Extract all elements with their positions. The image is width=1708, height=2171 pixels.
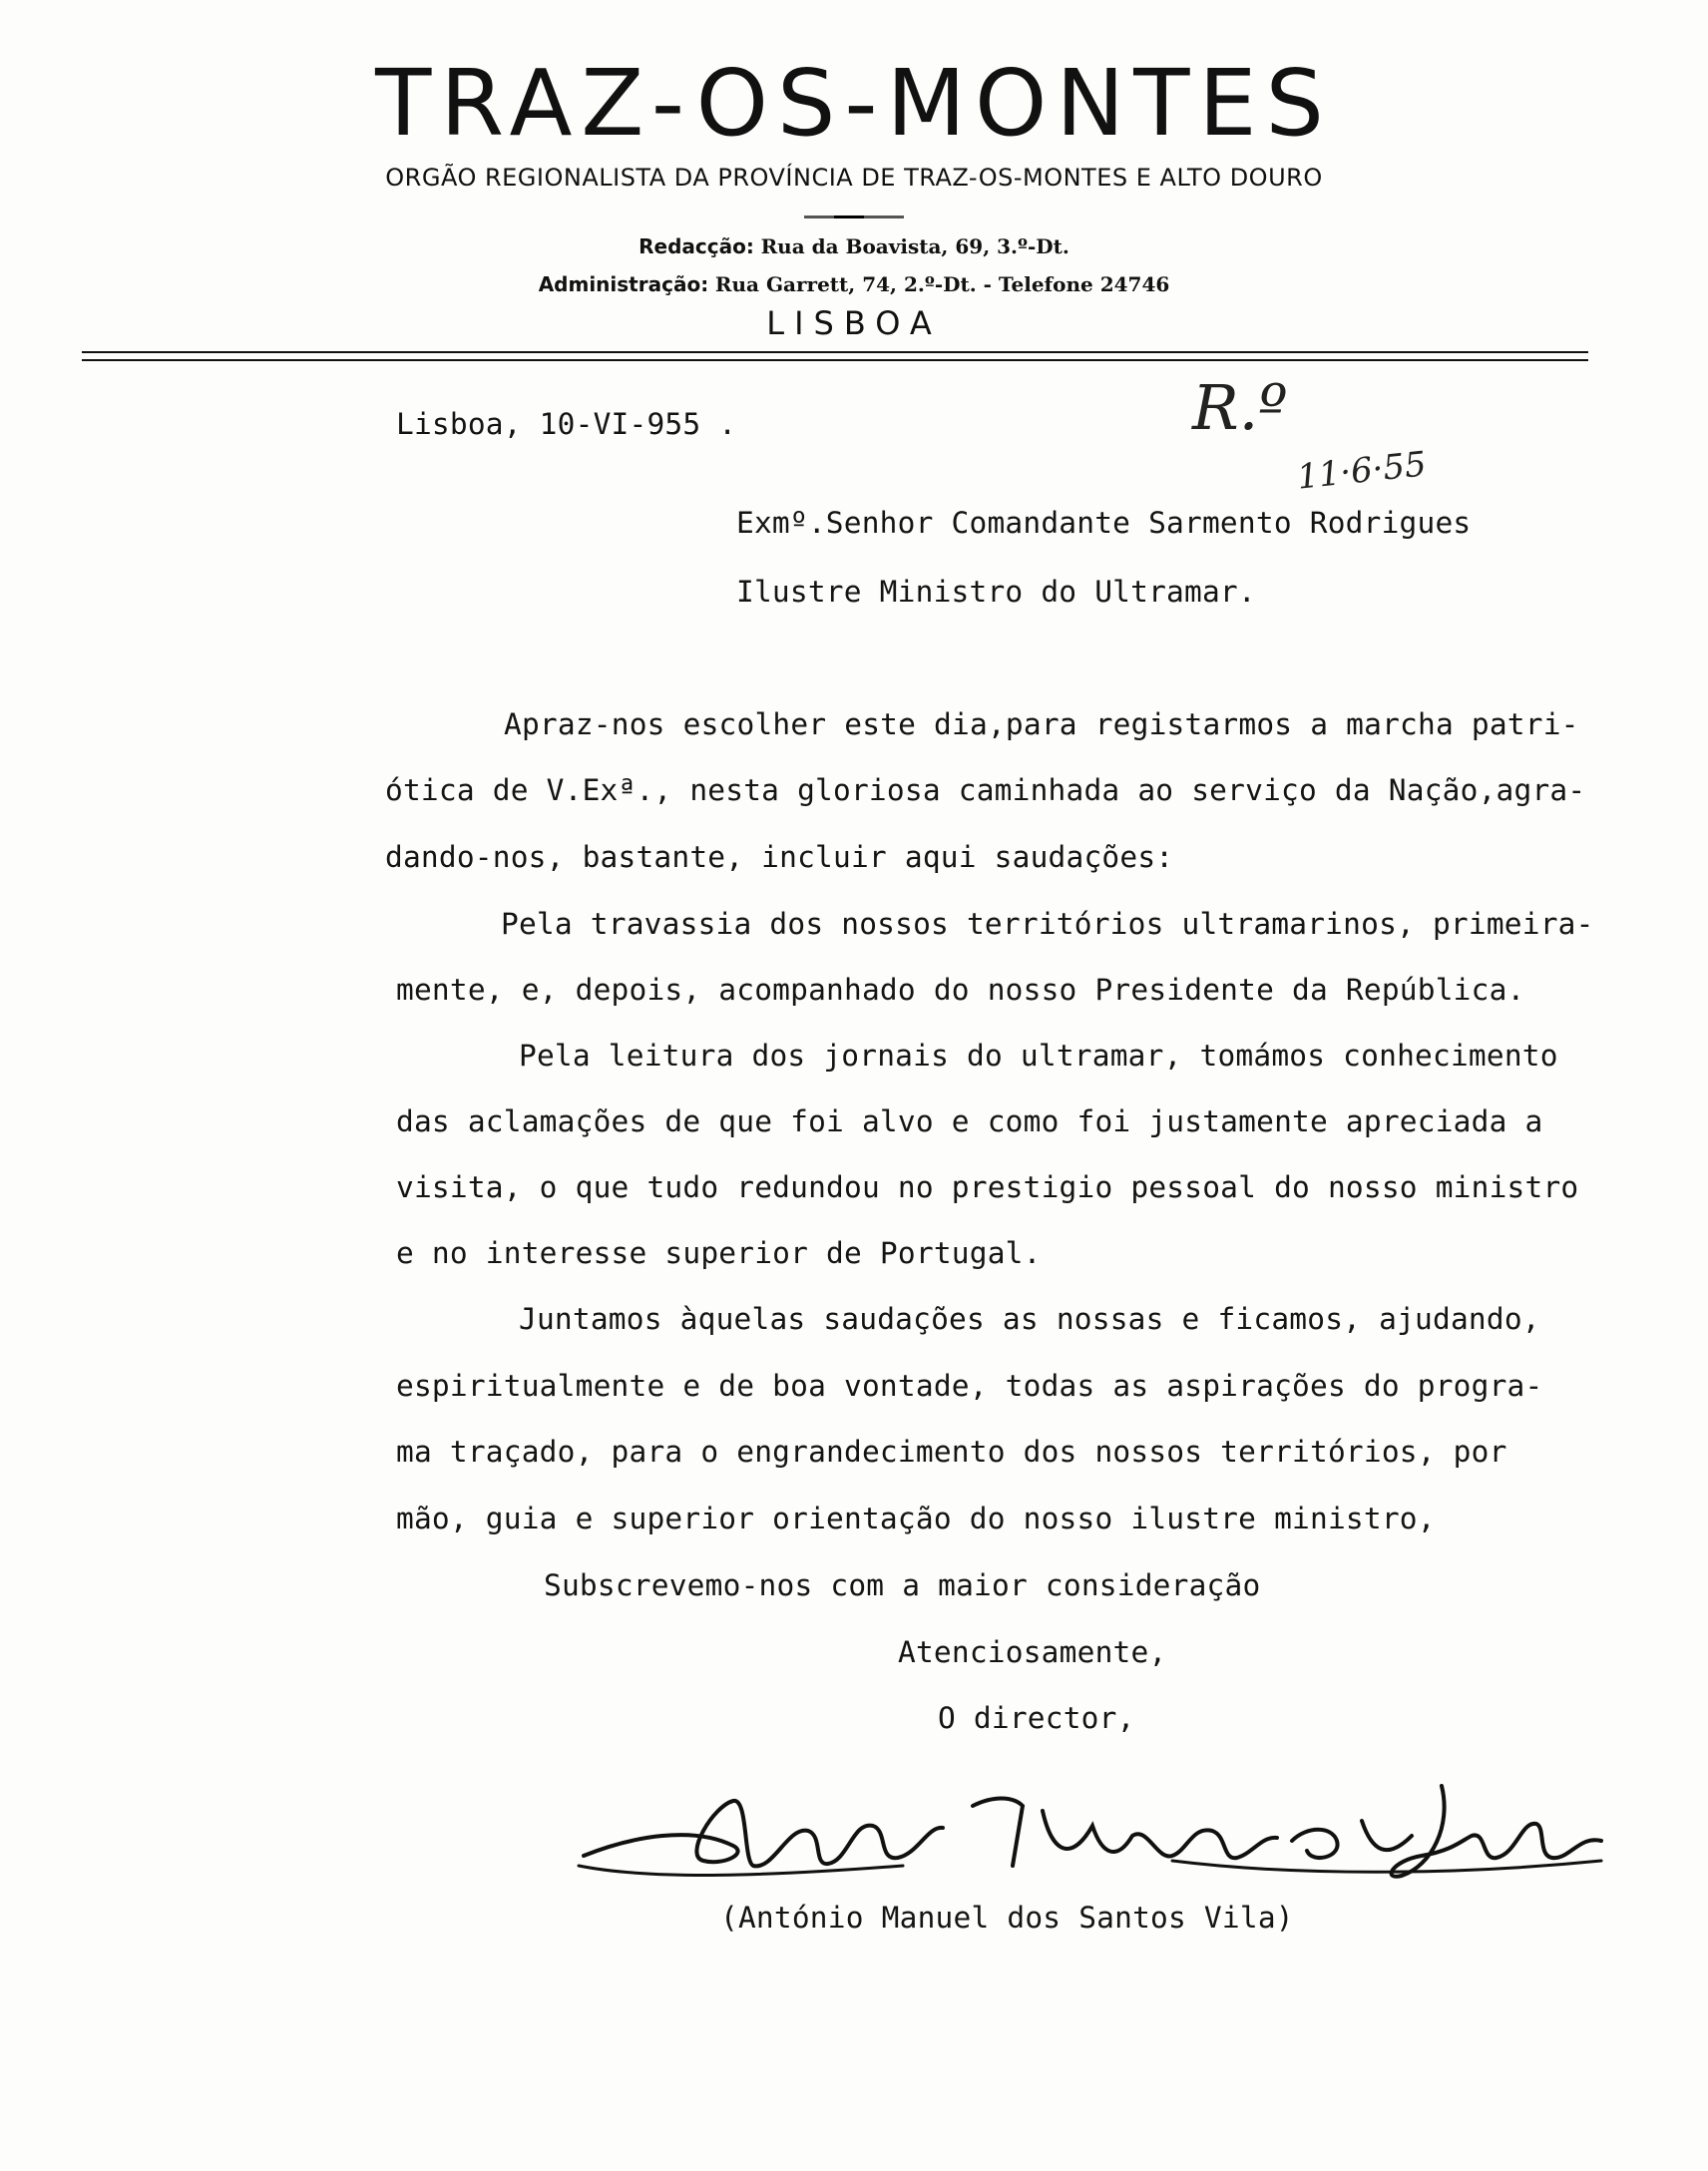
city-name: LISBOA bbox=[766, 304, 942, 342]
newspaper-subtitle: ORGÃO REGIONALISTA DA PROVÍNCIA DE TRAZ-OS-MONTES E ALTO DOURO bbox=[385, 164, 1323, 192]
body-line: ma traçado, para o engrandecimento dos nossos territórios, por bbox=[396, 1435, 1507, 1469]
body-line: espiritualmente e de boa vontade, todas as aspirações do progra- bbox=[396, 1369, 1543, 1403]
redaccao-label: Redacção: bbox=[639, 234, 754, 258]
body-line: Apraz-nos escolher este dia,para registarmos a marcha patri- bbox=[504, 707, 1579, 741]
ornamental-rule bbox=[804, 216, 904, 218]
handwritten-date: 11·6·55 bbox=[1295, 444, 1429, 498]
administracao-label: Administração: bbox=[538, 272, 709, 296]
letterhead-divider bbox=[82, 351, 1588, 361]
body-line: das aclamações de que foi alvo e como foi justamente apreciada a bbox=[396, 1104, 1543, 1138]
signature bbox=[574, 1766, 1611, 1911]
closing-line: Subscrevemo-nos com a maior consideração bbox=[544, 1568, 1261, 1602]
body-line: Juntamos àquelas saudações as nossas e ficamos, ajudando, bbox=[519, 1302, 1540, 1336]
administracao-address: Rua Garrett, 74, 2.º-Dt. - Telefone 24746 bbox=[714, 272, 1170, 296]
body-line: Pela leitura dos jornais do ultramar, tomámos conhecimento bbox=[519, 1039, 1558, 1073]
addressee-line-2: Ilustre Ministro do Ultramar. bbox=[736, 575, 1256, 609]
handwritten-mark: R.º bbox=[1192, 371, 1288, 444]
body-line: dando-nos, bastante, incluir aqui saudações: bbox=[385, 840, 1174, 874]
closing-salutation: Atenciosamente, bbox=[898, 1635, 1167, 1669]
signature-stroke bbox=[574, 1766, 1611, 1906]
addressee-line-1: Exmº.Senhor Comandante Sarmento Rodrigues bbox=[736, 506, 1472, 540]
signatory-title: O director, bbox=[938, 1701, 1135, 1735]
signatory-name: (António Manuel dos Santos Vila) bbox=[720, 1901, 1294, 1935]
letterhead bbox=[0, 50, 1708, 342]
body-line: mão, guia e superior orientação do nosso ilustre ministro, bbox=[396, 1502, 1436, 1535]
newspaper-title: TRAZ-OS-MONTES bbox=[375, 50, 1333, 157]
redaccao-line bbox=[0, 234, 1708, 258]
body-line: mente, e, depois, acompanhado do nosso Presidente da República. bbox=[396, 973, 1525, 1007]
body-line: visita, o que tudo redundou no prestigio pessoal do nosso ministro bbox=[396, 1170, 1579, 1204]
letter-date: Lisboa, 10-VI-955 . bbox=[396, 407, 737, 441]
body-line: Pela travassia dos nossos territórios ultramarinos, primeira- bbox=[501, 907, 1594, 941]
body-line: ótica de V.Exª., nesta gloriosa caminhada ao serviço da Nação,agra- bbox=[385, 773, 1586, 807]
redaccao-address: Rua da Boavista, 69, 3.º-Dt. bbox=[760, 234, 1069, 258]
body-line: e no interesse superior de Portugal. bbox=[396, 1236, 1042, 1270]
administracao-line bbox=[0, 272, 1708, 296]
